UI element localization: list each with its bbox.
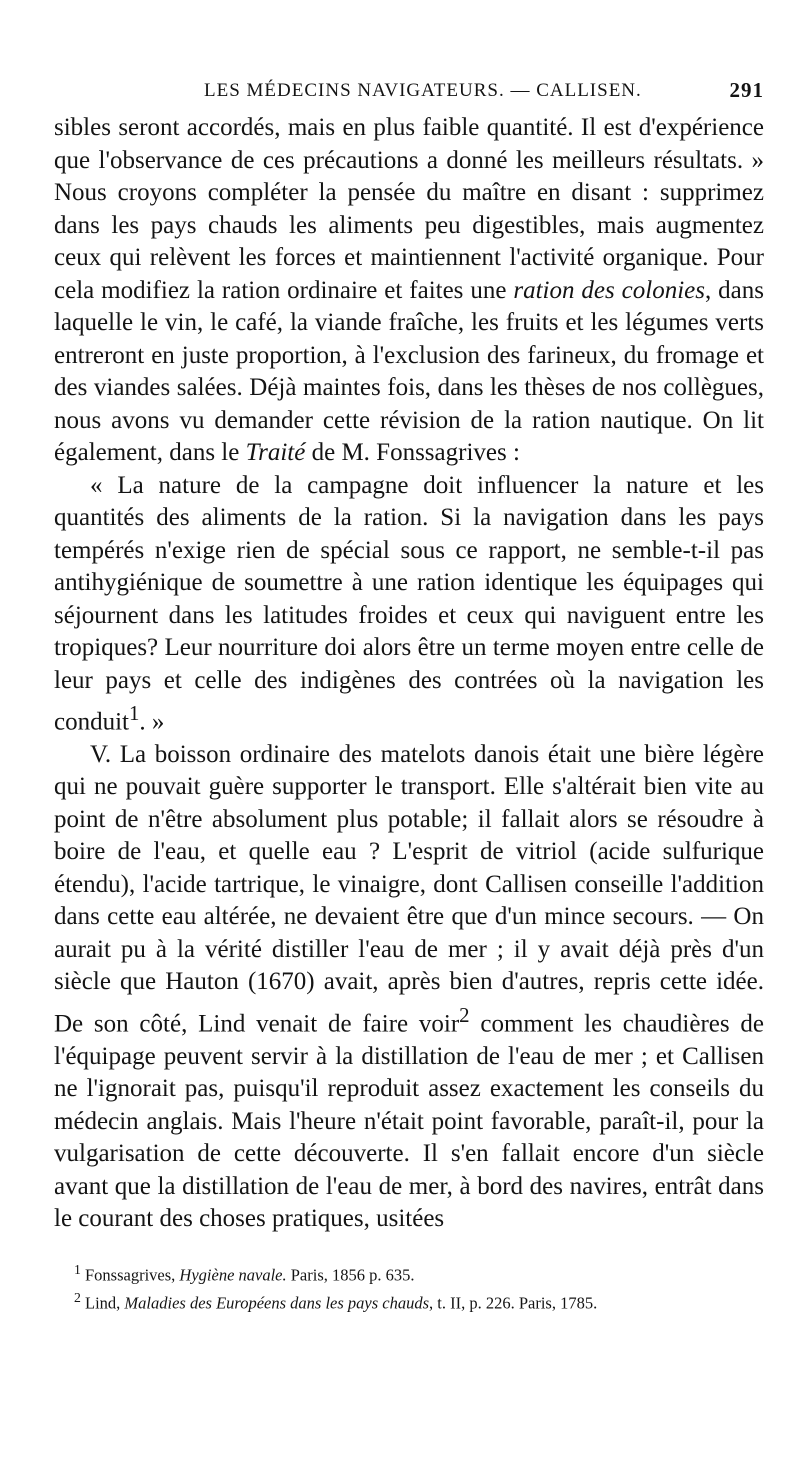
text-run: V. La boisson ordinaire des matelots danois était une bière légère qui ne pouvait guère supporter le transport. Elle s'altérait bien vite au point de n'être absolument plus potable; il fallait alors se résoudre à boire de l'eau, et quelle eau ? L'esprit de vitriol (acide sulfurique étendu), l'acide tartrique, le vinaigre, dont Callisen conseille l'addition dans cette eau altérée, ne devaient être que d'un mince secours. — On aurait pu à la vérité distiller l'eau de mer ; il y avait déjà près d'un siècle que Hauton (1670) avait, après bien d'autres, repris cette idée. De son côté, Lind venait de faire voir (54, 740, 764, 1038)
footnote-ref: 1 (129, 701, 140, 725)
paragraph (54, 112, 764, 470)
page-number: 291 (729, 78, 764, 102)
footnote (54, 1258, 764, 1287)
footnote-mark: 1 (74, 1261, 81, 1277)
italic-title: Hygiène navale. (179, 1265, 287, 1285)
text-run: , dans laquelle le vin, le café, la viande fraîche, les fruits et les légumes verts entreront en juste proportion, à l'exclusion des farineux, du fromage et des viandes salées. Déjà maintes fois, dans les thèses de nos collègues, nous avons vu demander cette révision de la ration nautique. On lit également, dans le (54, 276, 765, 466)
footnote (54, 1286, 764, 1315)
text-run: Lind, (85, 1293, 125, 1313)
body-text (54, 112, 764, 1236)
running-head (54, 76, 764, 108)
footnote-ref: 2 (459, 1002, 470, 1027)
paragraph (54, 739, 764, 1236)
text-run: sibles seront accordés, mais en plus faible quantité. Il est d'expérience que l'observance de ces précautions a donné les meilleurs résultats. » Nous croyons compléter la pensée du maître en disant : supprimez dans les pays chauds les aliments peu digestibles, mais augmentez ceux qui relèvent les forces et maintiennent l'activité organique. Pour cela modifiez la ration ordinaire et faites une (54, 114, 764, 304)
italic-term: Traité (245, 439, 306, 466)
text-run: comment les chaudières de l'équipage peuvent servir à la distillation de l'eau de mer ; et Callisen ne l'ignorait pas, puisqu'il reproduit assez exactement les conseils du médecin anglais. Mais l'heure n'était point favorable, paraît-il, pour la vulgarisation de cette découverte. Il s'en fallait encore d'un siècle avant que la distillation de l'eau de mer, à bord des navires, entrât dans le courant des choses pratiques, usitées (54, 1010, 764, 1233)
text-run: Paris, 1856 p. 635. (286, 1265, 415, 1285)
italic-term: ration des colonies (513, 276, 705, 304)
text-run: de M. Fonssagrives : (305, 439, 520, 466)
text-run: « La nature de la campagne doit influencer la nature et les quantités des aliments de la ration. Si la navigation dans les pays tempérés n'exige rien de spécial sous ce rapport, ne semble-t-il pas antihygiénique de soumettre à une ration identique les équipages qui séjournent dans les latitudes froides et ceux qui naviguent entre les tropiques? Leur nourriture doi alors être un terme moyen entre celle de leur pays et celle des indigènes des contrées où la navigation les conduit (54, 471, 764, 736)
paragraph (54, 470, 764, 739)
footnote-mark: 2 (74, 1290, 81, 1306)
footnotes (54, 1258, 764, 1315)
running-title: LES MÉDECINS NAVIGATEURS. — CALLISEN. (204, 80, 642, 101)
text-run: , t. II, p. 226. Paris, 1785. (429, 1293, 598, 1313)
text-run: Fonssagrives, (85, 1265, 180, 1285)
text-run: . » (139, 708, 165, 736)
italic-title: Maladies des Européens dans les pays chauds (124, 1293, 430, 1313)
book-page (54, 76, 764, 1315)
